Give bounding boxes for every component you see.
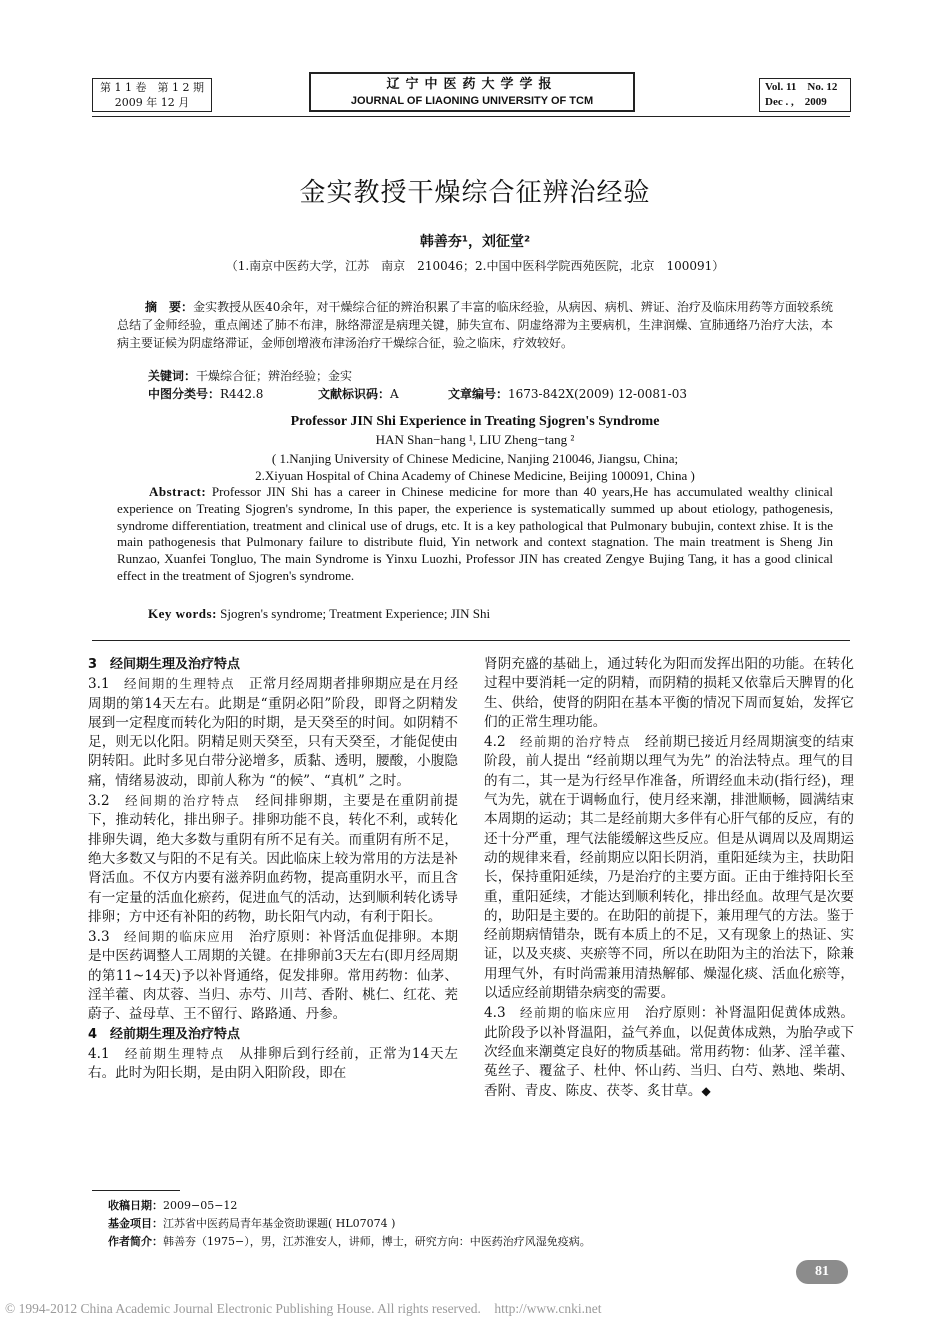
received-value: 2009−05−12 xyxy=(163,1199,238,1212)
section-3-3-title: 经间期的临床应用 xyxy=(123,929,235,945)
classification-line xyxy=(148,386,828,403)
article-number-label: 文章编号： xyxy=(448,387,509,401)
header-divider xyxy=(92,116,850,117)
article-authors: 韩善夯¹，刘征堂² xyxy=(419,234,531,250)
keywords-cn-text: 干燥综合征；辨治经验；金实 xyxy=(196,369,353,383)
header-volume-en xyxy=(759,78,851,112)
keywords-cn xyxy=(148,368,352,385)
footnote-author xyxy=(108,1234,591,1250)
section-4-2-number: 4.2 xyxy=(484,734,506,751)
header-volume-cn xyxy=(92,78,212,112)
section-3-1-text: 正常月经周期者排卵期应是在月经周期的第14天左右。此期是“重阴必阳”阶段，即肾之阴精发展到一定程度而转化为阳的时期，是天癸至的时间。如阴精不足，则无以化阳。阴精足则天癸至，只有天癸至，才能促使由阴转阳。此时多见白带分泌增多，质黏、透明，腰酸，小腹隐痛，情绪易波动，即前人称为 “的候”、“真机” 之时。 xyxy=(88,676,459,789)
section-4-3 xyxy=(484,1003,854,1100)
keywords-cn-label: 关键词： xyxy=(148,369,197,383)
footnote-received xyxy=(108,1198,237,1214)
abstract-cn-label: 摘 要： xyxy=(145,300,194,314)
section-3-1 xyxy=(88,674,458,791)
footnote-fund xyxy=(108,1216,395,1232)
section-4-2-text: 经前期已接近月经周期演变的结束阶段，前人提出 “经前期以理气为先” 的治法特点。理气的目的有二，其一是为行经早作准备，所谓经血未动(指行经)，理气为先，就在于调畅血行，使月经来潮，排泄顺畅，圆满结束本周期的运动；其二是经前期大多伴有心肝气郁的反应，有的还十分严重，理气法能缓解这些反应。但是从调周以及周期运动的规律来看，经前期应以阳长阴消，重阳延续为主，扶助阳长，保持重阳延续，乃是治疗的主要方面。正由于维持阳长至重，重阳延续，才能达到顺利转化，排出经血。故理气是次要的，助阳是主要的。在助阳的前提下，兼用理气的方法。鉴于经前期病情错杂，既有本质上的不足，又有现象上的热证、实证，以及夹痰、夹瘀等不同，所以在助阳为主的治法下，除兼用理气外，有时尚需兼用清热解郁、燥湿化痰、活血化瘀等，以适应经前期错杂病变的需要。 xyxy=(484,734,855,1002)
clc-label: 中图分类号： xyxy=(148,387,221,401)
section-3-2-number: 3.2 xyxy=(88,793,110,810)
received-label: 收稿日期： xyxy=(108,1199,163,1212)
page-number: 81 xyxy=(796,1260,848,1284)
section-4-1 xyxy=(88,1044,458,1084)
end-mark-icon: ◆ xyxy=(701,1083,711,1098)
header-date-cn: 2009 年 12 月 xyxy=(114,96,190,109)
doc-code-label: 文献标识码： xyxy=(318,387,391,401)
english-authors: HAN Shan−hang ¹, LIU Zheng−tang ² xyxy=(375,432,575,447)
section-4-1-text-left: 从排卵后到行经前，正常为14天左右。此时为阳长期，是由阴入阳阶段，即在 xyxy=(88,1045,458,1082)
section-4-1-continued: 肾阴充盛的基础上，通过转化为阳而发挥出阳的功能。在转化过程中要消耗一定的阴精，而阴精的损耗又依靠后天脾胃的化生、供给，使肾的阴阳在基本平衡的情况下周而复始，发挥它们的正常生理功能。 xyxy=(484,656,854,730)
journal-title-box xyxy=(309,72,635,112)
abstract-divider xyxy=(92,640,850,641)
article-affiliation: （1.南京中医药大学，江苏 南京 210046；2.中国中医科学院西苑医院，北京 100091） xyxy=(225,259,725,273)
section-4-1-number: 4.1 xyxy=(88,1045,110,1062)
section-4-2 xyxy=(484,732,854,1003)
journal-name-en: JOURNAL OF LIAONING UNIVERSITY OF TCM xyxy=(350,95,594,107)
abstract-cn xyxy=(117,298,833,352)
english-affiliation-1: ( 1.Nanjing University of Chinese Medicine, Nanjing 210046, Jiangsu, China; xyxy=(271,451,679,466)
section-4-3-text: 治疗原则：补肾温阳促黄体成熟。此阶段予以补肾温阳，益气养血，以促黄体成熟，为胎孕或下次经血来潮奠定良好的物质基础。常用药物：仙茅、淫羊藿、菟丝子、覆盆子、杜仲、怀山药、当归、白芍、熟地、柴胡、香附、青皮、陈皮、茯苓、炙甘草。 xyxy=(484,1005,855,1099)
english-abstract-label: Abstract: xyxy=(149,484,207,499)
section-3-3 xyxy=(88,927,458,1024)
section-3-3-text: 治疗原则：补肾活血促排卵。本期是中医药调整人工周期的关键。在排卵前3天左右(即月经周期的第11~14天)予以补肾通络，促发排卵。常用药物：仙茅、淫羊藿、肉苁蓉、当归、赤芍、川芎、香附、桃仁、红花、茺蔚子、益母草、王不留行、路路通、丹参。 xyxy=(88,929,459,1023)
section-3-1-title: 经间期的生理特点 xyxy=(123,676,235,692)
author-bio-value: 韩善夯（1975−），男，江苏淮安人，讲师，博士，研究方向：中医药治疗风湿免疫病。 xyxy=(163,1235,591,1248)
journal-name-cn: 辽宁中医药大学学报 xyxy=(386,77,558,92)
section-3-heading: 3 经间期生理及治疗特点 xyxy=(88,657,241,672)
section-3-3-number: 3.3 xyxy=(88,929,110,946)
header-date-en: Dec . , 2009 xyxy=(765,96,827,108)
body-column-left xyxy=(88,655,458,1084)
fund-label: 基金项目： xyxy=(108,1217,163,1230)
section-3-1-number: 3.1 xyxy=(88,676,110,693)
section-4-3-number: 4.3 xyxy=(484,1005,506,1022)
section-4-2-title: 经前期的治疗特点 xyxy=(519,734,631,750)
article-number-value: 1673-842X(2009) 12-0081-03 xyxy=(508,387,687,401)
article-title: 金实教授干燥综合征辨治经验 xyxy=(299,178,651,208)
english-title: Professor JIN Shi Experience in Treating Sjogren's Syndrome xyxy=(290,414,660,429)
section-4-heading: 4 经前期生理及治疗特点 xyxy=(88,1026,241,1042)
author-bio-label: 作者简介： xyxy=(108,1235,163,1248)
clc-value: R442.8 xyxy=(220,387,264,401)
header-volume-issue: 第 1 1 卷 第 1 2 期 xyxy=(100,81,204,94)
section-4-3-title: 经前期的临床应用 xyxy=(519,1005,631,1021)
body-column-right xyxy=(484,655,854,1101)
english-abstract-text: Professor JIN Shi has a career in Chinese medicine for more than 40 years,He has accumulated wealthy clinical experience on Treating Sjogren's syndrome, In this paper, the experience is systematically summed up about etiology, pathogenesis, syndrome differentiation, treatment and clinical use of drugs, etc. It is a key pathological that Pulmonary bubujin, context zhise. It is the main pathogenesis that Pulmonary failure to distribute fluid, Yin network and context stagnation. The main treatment is Sheng Jin Runzao, Xuanfei Tongluo, The main Syndrome is Yinxu Luozhi, Professor JIN has created Zengye Bujing Tang, it has a good clinical effect in the treatment of Sjogren's syndrome. xyxy=(117,484,834,583)
english-keywords-text: Sjogren's syndrome; Treatment Experience; JIN Shi xyxy=(220,606,491,621)
section-3-2 xyxy=(88,791,458,927)
footnote-divider xyxy=(92,1190,180,1191)
english-affiliation-2: 2.Xiyuan Hospital of China Academy of Chinese Medicine, Beijing 100091, China ) xyxy=(255,468,695,483)
english-keywords-label: Key words: xyxy=(148,606,217,621)
english-abstract xyxy=(117,484,833,585)
fund-value: 江苏省中医药局青年基金资助课题( HL07074 ) xyxy=(163,1217,396,1230)
section-3-2-text: 经间排卵期，主要是在重阴前提下，推动转化，排出卵子。排卵功能不良，转化不利，或转化排卵失调，绝大多数与重阴有所不足有关。而重阴有所不足，绝大多数又与阳的不足有关。因此临床上较为常用的方法是补肾活血。不仅方内要有滋养阴血药物，提高重阴水平，而且含有一定量的活血化瘀药，促进血气的活动，达到顺利转化诱导排卵；方中还有补阳的药物，助长阳气内动，有利于阳长。 xyxy=(88,793,458,925)
section-3-2-title: 经间期的治疗特点 xyxy=(125,793,241,809)
abstract-cn-text: 金实教授从医40余年，对干燥综合征的辨治积累了丰富的临床经验，从病因、病机、辨证、治疗及临床用药等方面较系统总结了金师经验，重点阐述了肺不布津，脉络滞涩是病理关键，肺失宣布、阴虚络滞为主要病机，生津润燥、宣肺通络乃治疗大法，本病主要证候为阴虚络滞证，金师创增液布津汤治疗干燥综合征，验之临床，疗效较好。 xyxy=(117,300,833,350)
doc-code-value: A xyxy=(390,387,399,401)
copyright-watermark: © 1994-2012 China Academic Journal Electronic Publishing House. All rights reserved. http://www.cnki.net xyxy=(5,1301,602,1316)
english-keywords xyxy=(148,606,490,622)
section-4-1-title: 经前期生理特点 xyxy=(124,1045,225,1061)
header-vol-no: Vol. 11 No. 12 xyxy=(765,81,838,93)
